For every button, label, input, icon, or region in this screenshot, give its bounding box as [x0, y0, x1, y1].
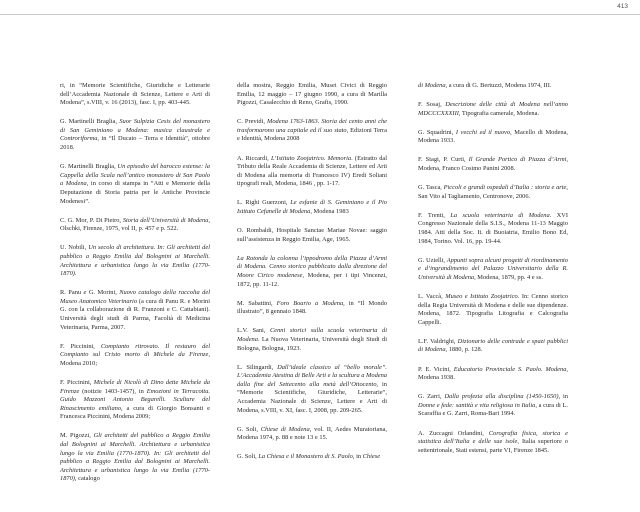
entry-text: . (Estratto dal Tributo della Reale Accademia di Scienze, Lettere ed Arti di Modena alla memoria di Francesco IV) Eredi Soliani tipografi reali, Modena, 1846 , pp. 1-17. — [237, 154, 388, 188]
bibliography-entry — [60, 289, 210, 332]
entry-text: , in “Il Mondo illustrato”, 8 gennaio 1848. — [237, 299, 387, 316]
entry-title-text: Corografia fisica, storica e statistica dell’Italia e delle sue isole — [418, 429, 568, 446]
entry-text: , in “Il Ducato – Terra e Identità”, ottobre 2018. — [60, 135, 210, 152]
entry-text: . La Nuova Veterinaria, Università degli Studi di Bologna, Bologna, 1923. — [237, 335, 387, 352]
entry-text: G. Squadrini, — [418, 128, 456, 136]
bibliography-entry — [237, 426, 387, 443]
entry-title-text: Descrizione delle città di Modena nell’anno MDCCCXXXIII — [418, 101, 569, 117]
entry-text: , in — [558, 393, 568, 401]
entry-text: , vol. II, Aedes Muratoriana, Modena 1974, p. 88 e note 13 e 15. — [237, 425, 387, 442]
bibliography-column-1 — [60, 82, 210, 494]
bibliography-entry — [60, 244, 210, 278]
entry-title-text: Piccoli e grandi ospedali d’Italia : storia e arte — [443, 184, 567, 192]
entry-text: , 1880, p. 128. — [445, 346, 483, 354]
header-rule — [0, 14, 640, 15]
bibliography-entry — [237, 453, 387, 462]
entry-text: M. Sabattini, — [237, 299, 277, 307]
entry-title-text: Dalla profezia alla disciplina (1450-1650) — [444, 393, 559, 401]
bibliography-entry — [60, 82, 210, 108]
entry-text: A. Riccardi, — [237, 154, 271, 162]
entry-title-text: Le esfanie di S. Geminiano e il Pio Istituto Cefanelle di Modena — [237, 199, 387, 216]
entry-text: , Modena, Franco Cosimo Panini 2008. — [418, 156, 568, 173]
entry-text: , Modena 1983 — [310, 208, 349, 216]
entry-text: A. Zuccagni Orlandini, — [418, 429, 489, 437]
bibliography-entry — [418, 293, 568, 327]
bibliography-entry — [418, 366, 568, 383]
entry-text: L. Vaccà, — [418, 293, 446, 300]
entry-text: , Tipografia camerale, Modena. — [458, 109, 540, 117]
bibliography-entry — [237, 327, 387, 353]
bibliography-column-3 — [418, 82, 568, 466]
entry-text: , a cura di L. Scaraffia e G. Zarri, Roma-Bari 1994. — [418, 401, 568, 418]
entry-title-text: Michele di Nicolò di Dino dette Michele da Firenze — [60, 378, 211, 395]
bibliography-entry — [418, 129, 568, 146]
entry-text: , Modena, per i tipi Vincenzi, 1872, pp. 11-12. — [237, 272, 387, 288]
entry-title-text: Un secolo di architettura. In: Gli architetti del pubblico a Reggio Emilia dal Bolognini ai Marchelli. Architettura e urbanistica lungo la via Emilia (1770-1870). — [60, 244, 210, 278]
entry-title-text: Appunti sopra alcuni progetti di riordinamento e d’ingrandimento del Palazzo Universitario della R. Università di Modena — [418, 256, 568, 281]
entry-text: G. Uzielli, — [418, 256, 447, 264]
entry-title-text: La Rotonda la colonna l’ippodromo della Piazza d’Armi di Modena. Cenno storico pubblicato dalla direzione del Moore Cirico modenese — [237, 254, 387, 279]
bibliography-entry — [60, 343, 210, 369]
bibliography-entry — [60, 118, 210, 152]
entry-text: G. Morini, — [86, 289, 120, 297]
entry-text: , Edizioni Terra e Identità, Modena 2008 — [237, 126, 388, 143]
entry-text: G. Martinelli Braglia, — [60, 163, 118, 171]
bibliography-entry — [418, 82, 568, 91]
bibliography-entry — [237, 227, 387, 244]
entry-title-text: Nuovo catalogo della raccolta del Museo Anatomico Veterinario — [60, 289, 210, 305]
entry-text: F. Sosaj, — [418, 101, 446, 109]
bibliography-entry — [418, 257, 568, 283]
bibliography-entry — [418, 430, 568, 456]
bibliography-entry — [237, 82, 387, 108]
entry-title-text: Chiese di Modena — [260, 425, 310, 433]
bibliography-entry — [237, 199, 387, 216]
entry-text: (notizie 1403-1457), in — [79, 387, 147, 395]
entry-text: (a cura di Panu R. e Morini G. con la collaborazione di R. Franzoni e C. Cattabiani). Università degli studi di Parma, Facoltà di Medicina Veterinaria, Parma, 2007. — [60, 297, 210, 331]
entry-text: P. E. Vicini, — [418, 365, 454, 373]
entry-text: U. Nobili, — [60, 244, 89, 252]
entry-title-text: Gli architetti del pubblico a Reggio Emilia dal Bolognini ai Marchelli. Architettura e urbanistica lungo la via Emilia (1770-1870). In: Gli architetti del pubblico a Reggio Emilia dal Bolognini ai Marchelli. Architettura e urbanistica lungo la via Emilia (1770-1870) — [60, 432, 211, 483]
entry-text: G. Martinelli Braglia, — [60, 118, 120, 126]
entry-title-text: I vecchi ed il nuovo — [455, 128, 511, 136]
entry-title-text: Cenni storici sulla scuola veterinaria di Modena — [237, 327, 387, 343]
entry-title-text: La scuola veterinaria di Modena — [450, 211, 550, 219]
entry-text: C. Previdi, — [237, 118, 268, 126]
bibliography-entry — [418, 393, 568, 419]
entry-text: ri, in “Memorie Scientifiche, Giuridiche e Letterarie dell’Accademia Nazionale di Scienze, Lettere e Arti di Modena”, s.VIII, v. 16 (2013), fasc. I, pp. 403-445. — [60, 82, 210, 107]
entry-text: F. Stagi, P. Curti, — [418, 156, 469, 164]
entry-text: L. Silingardi, — [237, 363, 278, 371]
bibliography-entry — [237, 300, 387, 317]
entry-text: L.F. Valdrighi, — [418, 337, 458, 345]
entry-text: R. Panu — [60, 289, 84, 297]
bibliography-entry — [418, 156, 568, 173]
entry-text: G. Soli, — [237, 453, 259, 461]
bibliography-entry — [418, 338, 568, 355]
entry-title-text: e — [83, 289, 87, 297]
bibliography-entry — [237, 118, 387, 144]
entry-text: F. Piccinini, — [60, 378, 94, 386]
bibliography-entry — [418, 184, 568, 201]
entry-text: , in corso di stampa in “Atti e Memorie della Deputazione di Storia patria per le Antiche Provincie Modenesi”. — [60, 180, 210, 205]
entry-title-text: Emozioni in Terracotta. Guido Mazzoni Antonio Begarelli. Sculture del Rinascimento emiliano — [60, 387, 210, 412]
entry-text: G. Zarri, — [418, 393, 445, 401]
entry-title-text: Foro Boario a Modena — [276, 299, 344, 307]
entry-title-text: di Modena — [418, 82, 446, 89]
bibliography-entry — [418, 101, 568, 118]
page-number: 413 — [617, 3, 628, 10]
entry-title-text: Storia dell’Università di Modena — [122, 216, 209, 224]
entry-title-text: Donne e fede: santità e vita religiosa in Italia — [418, 401, 536, 409]
entry-title-text: Modena 1763-1863. Storia dei cento anni che trasformarono una capitale ed il suo stato — [237, 118, 387, 134]
entry-title-text: Chiese — [362, 453, 381, 461]
entry-text: della mostra, Reggio Emilia, Musei Civici di Reggio Emilia, 12 maggio – 17 giugno 1990, a cura di Marilla Pigozzi, Casalecchio di Reno, Grafis, 1990. — [237, 82, 387, 107]
entry-text: G. Soli, — [237, 425, 261, 433]
entry-text: , Italia superiore o settentrionale, Stati estensi, parte VI, Firenze 1845. — [418, 438, 569, 454]
entry-text: M. Pigozzi, — [60, 432, 94, 440]
entry-text: , in “Memorie Scientifiche, Giuridiche, Letterarie”, Accademia Nazionale di Scienze, Lettere e Arti di Modena, s.VIII, v. XI, fasc. I, 2008, pp. 209-265. — [237, 380, 387, 414]
bibliography-entry — [60, 217, 210, 234]
bibliography-entry — [60, 379, 210, 422]
entry-text: F. Piccinini, — [60, 342, 101, 350]
bibliography-entry — [237, 364, 387, 416]
entry-text: , a cura di G. Bertuzzi, Modena 1974, III. — [445, 82, 552, 89]
bibliography-entry — [237, 255, 387, 289]
entry-text: L. Righi Guerzoni, — [237, 199, 291, 207]
entry-text: . XVI Congresso Nazionale della S.I.S., Modena 11-13 Maggio 1984. Atti della Soc. It. di Buoiatria, Emilio Bono Ed, 1984, Torino. Vol. 16, pp. 19-44. — [418, 211, 568, 245]
entry-text: , San Vito al Tagliamento, Centronove, 2006. — [418, 184, 569, 200]
entry-title-text: Museo e Istituto Zoojatrico — [445, 293, 518, 300]
bibliography-entry — [237, 155, 387, 189]
bibliography-entry — [60, 432, 210, 484]
entry-title-text: Suor Sulpizia Cesis del monastero di San Geminiano a Modena: musica claustrale e Controriforma — [60, 118, 210, 143]
entry-text: , in — [352, 453, 363, 461]
entry-text: F. Trenti, — [418, 211, 451, 219]
entry-text: . In: Cenno storico della Regia Università di Modena e delle sue dipendenze. Modena, 1872. Tipografia Litografia e Calcografia Cappelli. — [418, 293, 568, 326]
entry-title-text: Compianto ritrovato. Il restauro del Compianto sul Cristo morto di Michele da Firenze — [60, 342, 210, 359]
bibliography-entry — [418, 212, 568, 246]
entry-title-text: Un episodio del barocco estense: la Cappella della Scala nell’antico monastero di San Paolo a Modena — [60, 163, 210, 188]
entry-text: , Modena 2010; — [60, 351, 210, 367]
entry-title-text: L’Istituto Zoojatrico. Memoria — [270, 154, 352, 162]
entry-text: , Olschki, Firenze, 1975, vol II, p. 457 e p. 522. — [60, 216, 210, 233]
entry-title-text: Il Grande Portico di Piazza d’Armi — [468, 156, 567, 164]
entry-title-text: Dizionario delle contrade e spazi pubblici di Modena — [418, 337, 568, 354]
entry-text: , Modena 1938. — [418, 365, 568, 382]
bibliography-entry — [60, 163, 210, 206]
entry-text: L.V. Sani, — [237, 327, 271, 335]
entry-title-text: La Chiesa e il Monastero di S. Paolo — [258, 453, 353, 461]
entry-text: , catalogo — [74, 475, 100, 483]
entry-text: G. Tasca, — [418, 184, 444, 192]
entry-title-text: Educatorio Provinciale S. Paolo. Modena — [453, 365, 567, 373]
bibliography-column-2 — [237, 82, 387, 473]
entry-text: , Modena, 1879, pp. 4 e ss. — [474, 273, 543, 281]
entry-text: , Macello di Modena, Modena 1933. — [418, 128, 568, 145]
entry-title-text: Dall’ideale classico al “bello morale”. L’Accademia Atestina di Belle Arti e la scultura a Modena dalla fine del Settecento alla metà dell’Ottocento — [237, 363, 387, 388]
entry-text: , a cura di Giorgio Bonsanti e Francesca Piccinini, Modena 2009; — [60, 404, 211, 421]
entry-text: O. Rombaldi, Hospitale Sanctae Mariae Novae: saggio sull’assistenza in Reggio Emilia, Age, 1965. — [237, 227, 387, 243]
entry-text: C. G. Mor, P. Di Pietro, — [60, 216, 123, 224]
